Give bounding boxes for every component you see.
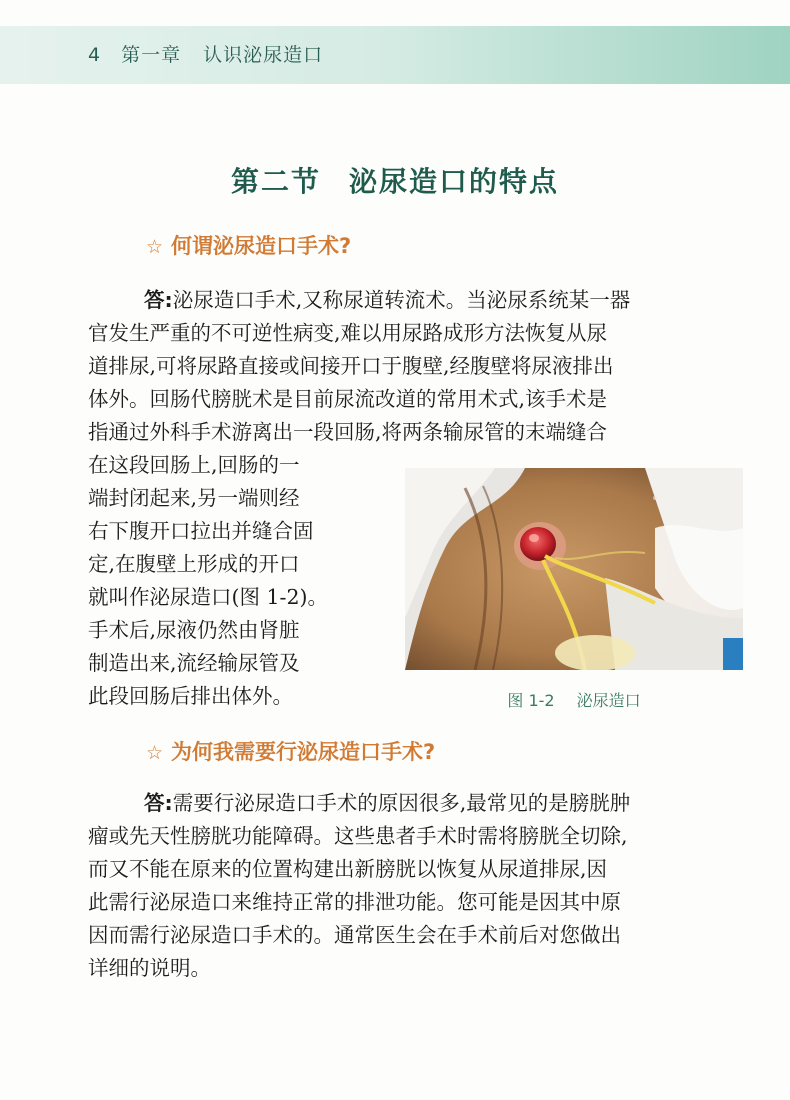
text-line: 答:泌尿造口手术,又称尿道转流术。当泌尿系统某一器 <box>144 288 631 312</box>
text-line: 因而需行泌尿造口手术的。通常医生会在手术前后对您做出 <box>88 923 621 947</box>
star-icon: ☆ <box>146 236 164 258</box>
answer-label: 答: <box>144 791 173 815</box>
text-line: 而又不能在原来的位置构建出新膀胱以恢复从尿道排尿,因 <box>88 857 608 881</box>
text-line: 端封闭起来,另一端则经 <box>88 486 300 510</box>
section-title-text: 泌尿造口的特点 <box>349 165 560 198</box>
text-line: 就叫作泌尿造口(图 1-2)。 <box>88 585 329 609</box>
question-heading-2 <box>146 736 435 766</box>
text-line: 此需行泌尿造口来维持正常的排泄功能。您可能是因其中原 <box>88 890 621 914</box>
text-line: 此段回肠后排出体外。 <box>88 684 293 708</box>
text-line: 答:需要行泌尿造口手术的原因很多,最常见的是膀胱肿 <box>144 791 631 815</box>
chapter-title: 认识泌尿造口 <box>203 44 324 66</box>
text-line: 详细的说明。 <box>88 956 211 980</box>
text-line: 制造出来,流经输尿管及 <box>88 651 300 675</box>
section-number: 第二节 <box>230 165 321 198</box>
text-line: 右下腹开口拉出并缝合固 <box>88 519 314 543</box>
text-line: 定,在腹壁上形成的开口 <box>88 552 300 576</box>
text-line: 在这段回肠上,回肠的一 <box>88 453 300 477</box>
text-line: 体外。回肠代膀胱术是目前尿流改道的常用术式,该手术是 <box>88 387 608 411</box>
star-icon: ☆ <box>146 742 164 764</box>
text-line: 瘤或先天性膀胱功能障碍。这些患者手术时需将膀胱全切除, <box>88 824 628 848</box>
answer-paragraph-1 <box>88 284 748 449</box>
question-text-2: 为何我需要行泌尿造口手术? <box>171 740 436 764</box>
answer-paragraph-2 <box>88 787 748 985</box>
figure-caption-text: 泌尿造口 <box>576 691 641 710</box>
stoma-photo <box>405 468 743 670</box>
question-text-1: 何谓泌尿造口手术? <box>171 234 352 258</box>
text-line: 官发生严重的不可逆性病变,难以用尿路成形方法恢复从尿 <box>88 321 608 345</box>
text-line: 指通过外科手术游离出一段回肠,将两条输尿管的末端缝合 <box>88 420 608 444</box>
figure-caption <box>405 688 743 711</box>
answer-label: 答: <box>144 288 173 312</box>
running-header <box>88 40 323 67</box>
question-heading-1 <box>146 230 351 260</box>
text-line: 手术后,尿液仍然由肾脏 <box>88 618 300 642</box>
figure-number: 图 1-2 <box>507 691 555 710</box>
page-number: 4 <box>88 44 102 66</box>
answer-paragraph-1-wrap <box>88 449 388 713</box>
text-line: 道排尿,可将尿路直接或间接开口于腹壁,经腹壁将尿液排出 <box>88 354 614 378</box>
section-title <box>0 160 790 200</box>
chapter-number: 第一章 <box>121 44 182 66</box>
